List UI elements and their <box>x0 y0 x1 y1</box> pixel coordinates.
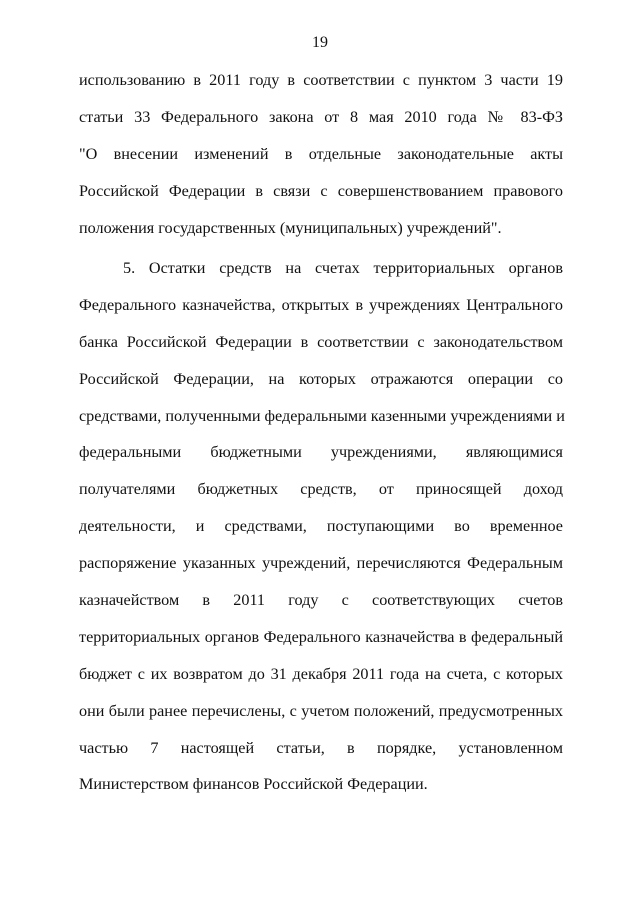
text-line: бюджет с их возвратом до 31 декабря 2011 года на счета, с которых <box>79 664 563 683</box>
text-line: Министерством финансов Российской Федерации. <box>79 775 428 794</box>
text-line: Федерального казначейства, открытых в учреждениях Центрального <box>79 295 563 314</box>
text-line: территориальных органов Федерального казначейства в федеральный <box>79 627 563 646</box>
text-line: "О внесении изменений в отдельные законодательные акты <box>79 144 563 163</box>
text-line: средствами, полученными федеральными казенными учреждениями и <box>79 406 565 425</box>
text-line: использованию в 2011 году в соответствии с пунктом 3 части 19 <box>79 71 563 89</box>
text-line: Российской Федерации в связи с совершенствованием правового <box>79 181 563 200</box>
text-line: федеральными бюджетными учреждениями, являющимися <box>79 443 563 462</box>
text-line: они были ранее перечислены, с учетом положений, предусмотренных <box>79 701 563 720</box>
text-line: положения государственных (муниципальных) учреждений". <box>79 218 502 237</box>
text-line: казначейством в 2011 году с соответствующих счетов <box>79 591 563 610</box>
text-line: получателями бюджетных средств, от приносящей доход <box>79 480 563 499</box>
text-line: статьи 33 Федерального закона от 8 мая 2010 года № 83-ФЗ <box>79 107 563 126</box>
text-line: 5. Остатки средств на счетах территориальных органов <box>123 259 563 277</box>
page-number: 19 <box>312 34 328 51</box>
text-line: частью 7 настоящей статьи, в порядке, установленном <box>79 738 563 757</box>
text-line: распоряжение указанных учреждений, перечисляются Федеральным <box>79 554 563 573</box>
paragraph-5 <box>79 254 563 807</box>
text-line: Российской Федерации, на которых отражаются операции со <box>79 369 563 388</box>
paragraph-continuation <box>79 66 563 250</box>
text-line: деятельности, и средствами, поступающими во временное <box>79 517 563 536</box>
text-line: банка Российской Федерации в соответствии с законодательством <box>79 332 563 351</box>
